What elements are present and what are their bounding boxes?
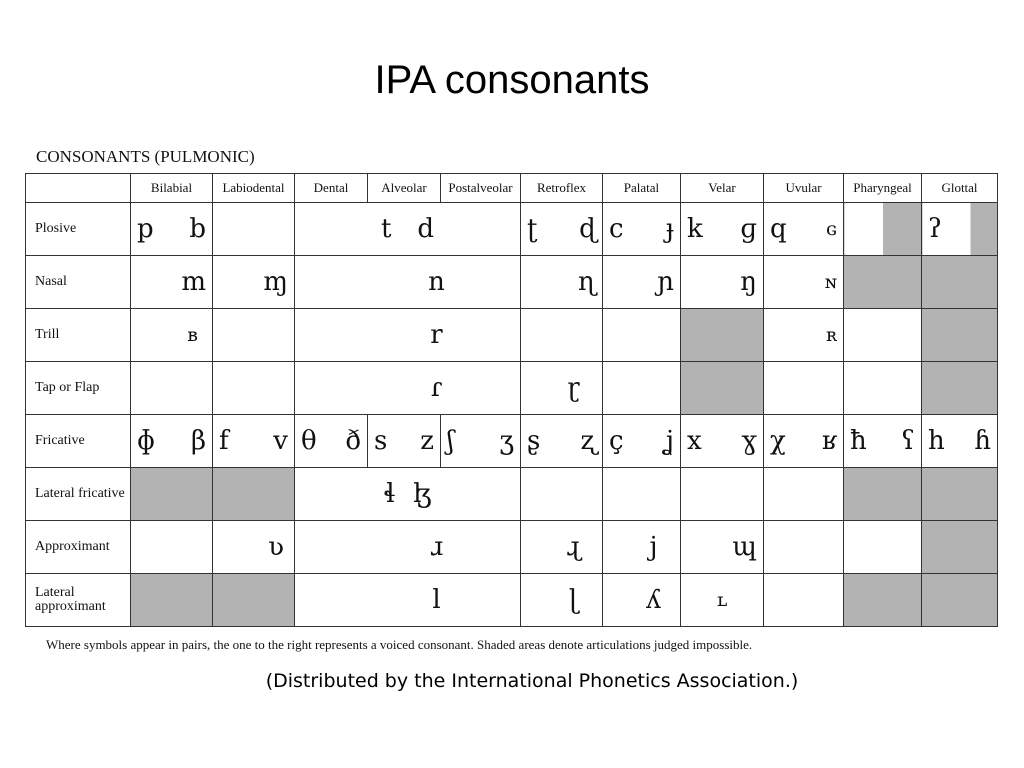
symbol-cell (681, 468, 764, 521)
shaded-cell (131, 468, 213, 521)
column-header: Alveolar (368, 174, 441, 203)
ipa-symbol: b (189, 214, 206, 244)
ipa-symbol: ɭ (568, 585, 579, 615)
symbol-cell (441, 415, 521, 468)
symbol-cell (131, 256, 213, 309)
ipa-symbol: v (273, 426, 288, 456)
corner-cell (26, 174, 131, 203)
ipa-symbol: ɟ (665, 214, 674, 244)
row-label: Plosive (26, 203, 131, 256)
shaded-cell (922, 468, 998, 521)
symbol-cell (764, 574, 844, 627)
symbol-cell (844, 521, 922, 574)
ipa-symbol: ɹ (429, 532, 444, 562)
symbol-cell (213, 203, 295, 256)
symbol-cell (521, 521, 603, 574)
ipa-symbol: ʝ (664, 426, 674, 456)
ipa-symbol: ɾ (430, 373, 443, 403)
table-row (26, 309, 998, 362)
ipa-symbol: z (420, 426, 434, 456)
symbol-cell-partly-shaded (922, 203, 998, 256)
symbol-cell (368, 415, 441, 468)
symbol-cell (213, 362, 295, 415)
symbol-cell (131, 362, 213, 415)
ipa-symbol: ɡ (740, 214, 757, 244)
row-label: Lateral fricative (26, 468, 131, 521)
ipa-symbol: ʈ (527, 214, 538, 244)
symbol-cell (603, 415, 681, 468)
symbol-cell (603, 256, 681, 309)
ipa-symbol: ɦ (974, 426, 991, 456)
ipa-symbol: ʁ (821, 426, 837, 456)
column-header: Velar (681, 174, 764, 203)
ipa-symbol: ɣ (741, 426, 757, 456)
ipa-symbol: ɖ (579, 214, 596, 244)
ipa-symbol: ʃ (447, 426, 455, 456)
shaded-cell (922, 574, 998, 627)
ipa-symbol: k (687, 214, 703, 244)
symbol-cell (213, 256, 295, 309)
symbol-cell (213, 415, 295, 468)
shaded-cell (844, 256, 922, 309)
ipa-symbol: s (374, 426, 388, 456)
shaded-cell (213, 574, 295, 627)
ipa-symbol: m (181, 267, 206, 297)
symbol-cell (295, 203, 521, 256)
symbol-cell (295, 468, 521, 521)
symbol-cell (295, 309, 521, 362)
symbol-cell (521, 415, 603, 468)
column-header: Glottal (922, 174, 998, 203)
symbol-cell (295, 415, 368, 468)
symbol-cell (521, 574, 603, 627)
ipa-symbol: ŋ (740, 267, 757, 297)
ipa-symbol: ʋ (268, 532, 284, 562)
shaded-cell (131, 574, 213, 627)
symbol-cell (681, 521, 764, 574)
ipa-symbol: ʎ (646, 585, 661, 615)
shaded-cell (681, 309, 764, 362)
symbol-cell (213, 521, 295, 574)
symbol-cell (131, 521, 213, 574)
shaded-cell (681, 362, 764, 415)
column-header: Retroflex (521, 174, 603, 203)
symbol-cell (131, 415, 213, 468)
ipa-symbol: ħ (850, 426, 867, 456)
shaded-cell (922, 256, 998, 309)
ipa-symbol: c (609, 214, 624, 244)
symbol-cell (521, 468, 603, 521)
column-header: Postalveolar (441, 174, 521, 203)
ipa-symbol: ɱ (263, 267, 288, 297)
ipa-symbol: ɸ (137, 426, 155, 456)
table-row (26, 256, 998, 309)
symbol-cell (603, 521, 681, 574)
ipa-symbol: r (430, 320, 443, 350)
ipa-symbol: θ (301, 426, 317, 456)
ipa-symbol: ʒ (499, 426, 514, 456)
ipa-symbol: f (219, 426, 229, 456)
symbol-cell (131, 309, 213, 362)
ipa-symbol: ʕ (901, 426, 915, 456)
column-header: Palatal (603, 174, 681, 203)
symbol-cell (844, 309, 922, 362)
symbol-cell (603, 468, 681, 521)
column-header: Labiodental (213, 174, 295, 203)
symbol-cell (764, 521, 844, 574)
row-label: Tap or Flap (26, 362, 131, 415)
table-row (26, 574, 998, 627)
source-note: (Distributed by the International Phonetics Association.) (265, 670, 799, 692)
symbol-cell (295, 574, 521, 627)
shaded-cell (922, 521, 998, 574)
symbol-cell (603, 574, 681, 627)
ipa-symbol: χ (770, 426, 786, 456)
ipa-symbol: n (428, 267, 445, 297)
ipa-symbol: ɬ (383, 479, 396, 509)
ipa-symbol: β (190, 426, 206, 456)
symbol-cell (213, 309, 295, 362)
column-header-row (26, 174, 998, 203)
ipa-symbol: j (649, 532, 658, 562)
symbol-cell (521, 362, 603, 415)
column-header: Bilabial (131, 174, 213, 203)
symbol-cell (603, 309, 681, 362)
symbol-cell (681, 574, 764, 627)
ipa-symbol: ʔ (928, 214, 942, 244)
ipa-symbol: ɳ (577, 267, 596, 297)
symbol-cell (521, 309, 603, 362)
symbol-cell (295, 256, 521, 309)
table-row (26, 521, 998, 574)
shaded-cell (213, 468, 295, 521)
symbol-cell (521, 203, 603, 256)
ipa-symbol: ɮ (413, 479, 432, 509)
symbol-cell (521, 256, 603, 309)
ipa-symbol: ç (609, 426, 624, 456)
shaded-cell (844, 468, 922, 521)
chart-footnote: Where symbols appear in pairs, the one to the right represents a voiced consonant. Shaded areas denote articulations judged impossible. (46, 637, 753, 652)
symbol-cell (603, 203, 681, 256)
column-header: Uvular (764, 174, 844, 203)
symbol-cell (603, 362, 681, 415)
symbol-cell (764, 362, 844, 415)
symbol-cell (922, 415, 998, 468)
symbol-cell (764, 415, 844, 468)
symbol-cell (764, 256, 844, 309)
symbol-cell (844, 362, 922, 415)
row-label: Nasal (26, 256, 131, 309)
table-row (26, 362, 998, 415)
ipa-consonant-table (25, 173, 998, 627)
ipa-symbol: ɢ (825, 218, 837, 240)
row-label: Lateral approximant (26, 574, 131, 627)
symbol-cell (764, 203, 844, 256)
table-row (26, 468, 998, 521)
ipa-symbol: ʀ (825, 324, 837, 346)
ipa-symbol: t (380, 214, 392, 244)
ipa-symbol: ɻ (566, 532, 581, 562)
symbol-cell (295, 521, 521, 574)
chart-heading: CONSONANTS (PULMONIC) (36, 147, 255, 166)
symbol-cell-partly-shaded (844, 203, 922, 256)
ipa-symbol: l (432, 585, 441, 615)
symbol-cell (681, 256, 764, 309)
table-row (26, 415, 998, 468)
column-header: Pharyngeal (844, 174, 922, 203)
shaded-cell (844, 574, 922, 627)
ipa-symbol: ʙ (187, 324, 198, 346)
ipa-symbol: ɴ (824, 271, 837, 293)
ipa-symbol: h (928, 426, 945, 456)
shaded-cell (922, 362, 998, 415)
ipa-symbol: ʂ (527, 426, 541, 456)
symbol-cell (681, 203, 764, 256)
ipa-symbol: ɲ (657, 267, 674, 297)
symbol-cell (131, 203, 213, 256)
column-header: Dental (295, 174, 368, 203)
ipa-symbol: d (417, 214, 435, 244)
ipa-symbol: p (137, 214, 154, 244)
ipa-symbol: ɽ (567, 373, 580, 403)
symbol-cell (764, 468, 844, 521)
symbol-cell (681, 415, 764, 468)
ipa-symbol: ʐ (580, 426, 596, 456)
ipa-symbol: q (770, 214, 787, 244)
ipa-symbol: ɰ (732, 532, 757, 562)
shaded-cell (922, 309, 998, 362)
row-label: Approximant (26, 521, 131, 574)
ipa-symbol: ʟ (716, 589, 728, 611)
table-row (26, 203, 998, 256)
symbol-cell (764, 309, 844, 362)
ipa-symbol: x (687, 426, 702, 456)
slide-title: IPA consonants (374, 58, 650, 102)
ipa-symbol: ð (345, 426, 361, 456)
symbol-cell (844, 415, 922, 468)
row-label: Trill (26, 309, 131, 362)
symbol-cell (295, 362, 521, 415)
row-label: Fricative (26, 415, 131, 468)
